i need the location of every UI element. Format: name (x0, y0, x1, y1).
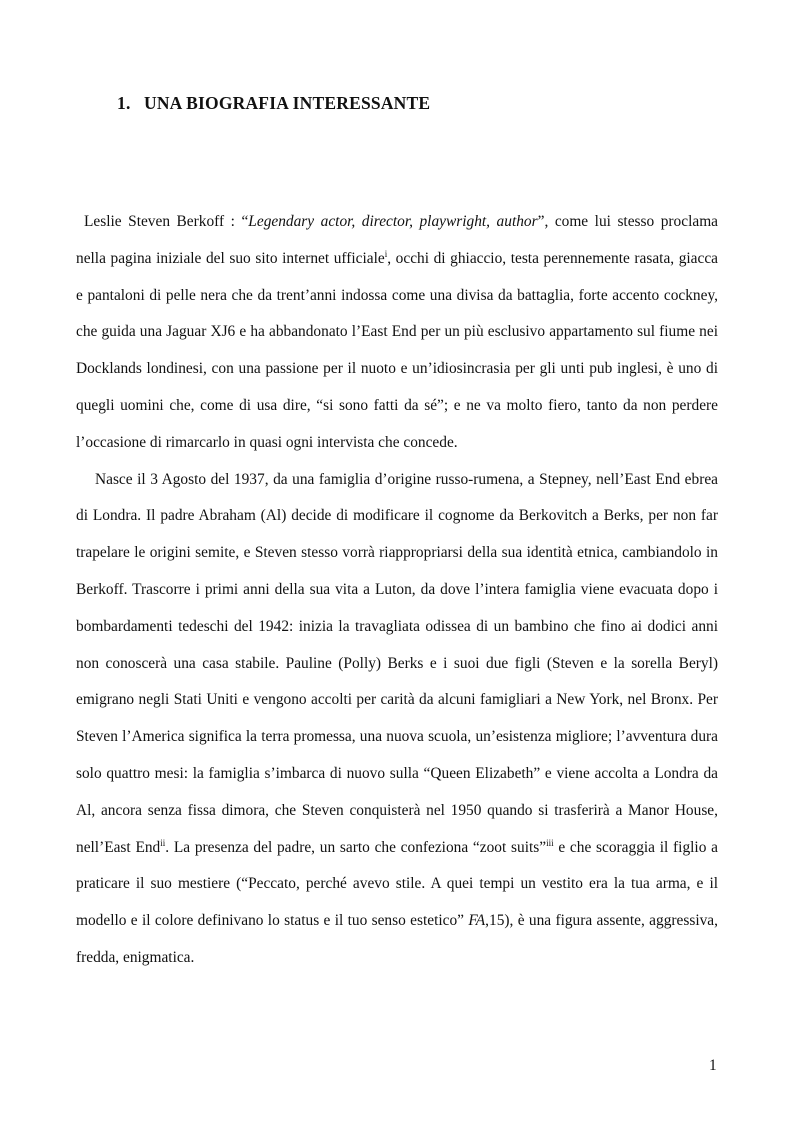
section-title: UNA BIOGRAFIA INTERESSANTE (144, 93, 431, 113)
endnote-marker-2: ii (160, 837, 166, 848)
paragraph-2-middle: . La presenza del padre, un sarto che confeziona “zoot suits” (165, 838, 547, 856)
paragraph-1-intro: Leslie Steven Berkoff : “ (84, 213, 249, 230)
paragraph-1 (76, 204, 718, 462)
page-number: 1 (709, 1057, 717, 1074)
section-number: 1. (117, 93, 131, 113)
endnote-marker-3: iii (546, 837, 554, 848)
paragraph-1-quote: Legendary actor, director, playwright, author (248, 213, 538, 230)
paragraph-2-end: ,15), è una figura assente, aggressiva, fredda, enigmatica. (76, 912, 718, 966)
paragraph-2 (76, 462, 718, 977)
paragraph-1-after-quote: ”, come lui stesso proclama nella pagina iniziale del suo sito internet ufficiale (76, 213, 718, 267)
paragraph-2-quote: e che scoraggia il figlio a praticare il suo mestiere (“Peccato, perché avevo stile. A quei tempi un vestito era la tua arma, e il modello e il colore definivano lo status e il tuo senso estetico” (76, 838, 718, 930)
paragraph-1-rest: , occhi di ghiaccio, testa perennemente rasata, giacca e pantaloni di pelle nera che da trent’anni indossa come una divisa da battaglia, forte accento cockney, che guida una Jaguar XJ6 e ha abbandonato l’East End per un più esclusivo appartamento sul fiume nei Docklands londinesi, con una passione per il nuoto e un’idiosincrasia per gli unti pub inglesi, è uno di quegli uomini che, come di usa dire, “si sono fatti da sé”; e ne va molto fiero, tanto da non perdere l’occasione di rimarcarlo in quasi ogni intervista che concede. (76, 249, 718, 451)
section-heading (117, 93, 430, 114)
body-text (76, 204, 718, 977)
source-abbreviation: FA (468, 912, 486, 930)
paragraph-2-start: Nasce il 3 Agosto del 1937, da una famiglia d’origine russo-rumena, a Stepney, nell’East End ebrea di Londra. Il padre Abraham (Al) decide di modificare il cognome da Berkovitch a Berks, per non far trapelare le origini semite, e Steven stesso vorrà riappropriarsi della sua identità etnica, cambiandolo in Berkoff. Trascorre i primi anni della sua vita a Luton, da dove l’intera famiglia viene evacuata dopo i bombardamenti tedeschi del 1942: inizia la travagliata odissea di un bambino che fino ai dodici anni non conoscerà una casa stabile. Pauline (Polly) Berks e i suoi due figli (Steven e la sorella Beryl) emigrano negli Stati Uniti e vengono accolti per carità da alcuni famigliari a New York, nel Bronx. Per Steven l’America significa la terra promessa, una nuova scuola, un’esistenza migliore; l’avventura dura solo quattro mesi: la famiglia s’imbarca di nuovo sulla “Queen Elizabeth” e viene accolta a Londra da Al, ancora senza fissa dimora, che Steven conquisterà nel 1950 quando si trasferirà a Manor House, nell’East End (76, 470, 718, 856)
endnote-marker-1: i (384, 248, 388, 259)
